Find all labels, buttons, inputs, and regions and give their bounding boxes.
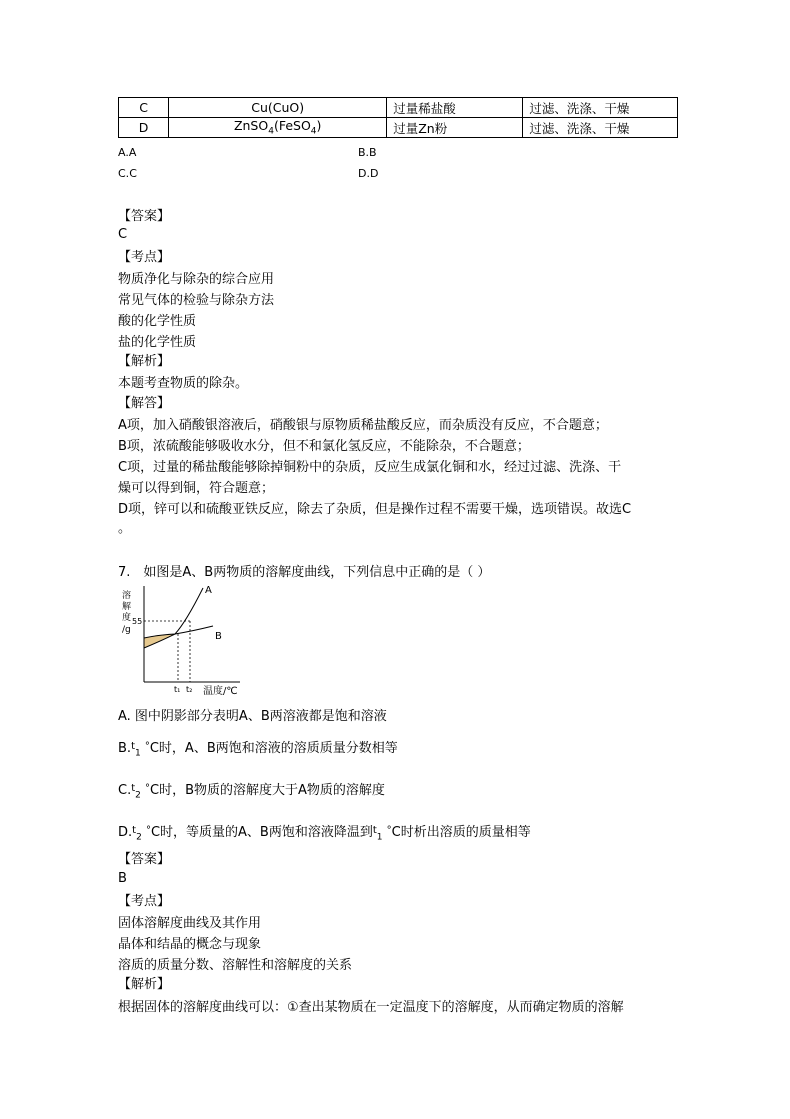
answer-heading: 【答案】: [118, 209, 171, 224]
t1-label: t₁: [174, 685, 181, 694]
solution-line: D项，锌可以和硫酸亚铁反应，除去了杂质，但是操作过程不需要干燥，选项错误。故选C: [118, 502, 632, 517]
t2-label: t₂: [186, 685, 193, 694]
table-row: [119, 98, 678, 118]
options-table: [118, 97, 678, 138]
q7-option-d: D.$^t_2$ °C时，等质量的A、B两饱和溶液降温到$^t_1$ °C时析出溶质的质量相等: [118, 825, 531, 843]
point-item: 晶体和结晶的概念与现象: [118, 937, 262, 952]
point-item: 盐的化学性质: [118, 335, 197, 350]
point-item: 溶质的质量分数、溶解性和溶解度的关系: [118, 958, 353, 973]
point-item: 酸的化学性质: [118, 314, 197, 329]
solution-line: 燥可以得到铜，符合题意；: [118, 481, 275, 496]
solution-line: 。: [118, 521, 132, 536]
points-heading: 【考点】: [118, 250, 171, 265]
analysis-text: 本题考查物质的除杂。: [118, 376, 249, 391]
substance-cell: Cu(CuO): [169, 98, 387, 118]
y-tick-55: 55: [132, 617, 143, 626]
solution-line: B项，浓硫酸能够吸收水分，但不和氯化氢反应，不能除杂，不合题意；: [118, 439, 530, 454]
q7-option-a: A. 图中阴影部分表明A、B两溶液都是饱和溶液: [118, 709, 387, 724]
table-row: [119, 118, 678, 138]
q7-option-b: B.$^t_1$ °C时，A、B两饱和溶液的溶质质量分数相等: [118, 741, 398, 759]
answer-heading: 【答案】: [118, 852, 171, 867]
solution-line: C项，过量的稀盐酸能够除掉铜粉中的杂质，反应生成氯化铜和水，经过过滤、洗涤、干: [118, 460, 622, 475]
answer-value: B: [118, 871, 127, 886]
analysis-heading: 【解析】: [118, 354, 171, 369]
substance-cell: ZnSO$_4$(FeSO$_4$): [169, 118, 387, 138]
analysis-heading: 【解析】: [118, 977, 171, 992]
analysis-text: 根据固体的溶解度曲线可以：①查出某物质在一定温度下的溶解度，从而确定物质的溶解: [118, 1000, 624, 1015]
choice-a: A.A: [118, 146, 137, 159]
y-label: 解: [122, 602, 132, 612]
q7-option-c: C.$^t_2$ °C时，B物质的溶解度大于A物质的溶解度: [118, 783, 385, 801]
point-item: 常见气体的检验与除杂方法: [118, 293, 275, 308]
method-cell: 过滤、洗涤、干燥: [523, 98, 678, 118]
reagent-cell: 过量Zn粉: [387, 118, 523, 138]
solubility-chart: [118, 582, 248, 696]
series-b-label: B: [215, 631, 222, 642]
solution-heading: 【解答】: [118, 396, 171, 411]
reagent-cell: 过量稀盐酸: [387, 98, 523, 118]
series-a-label: A: [205, 585, 212, 596]
row-label: C: [119, 98, 169, 118]
choice-d: D.D: [358, 167, 379, 180]
question-7-stem: 7. 如图是A、B两物质的溶解度曲线，下列信息中正确的是（ ）: [118, 565, 491, 580]
point-item: 固体溶解度曲线及其作用: [118, 916, 262, 931]
choice-c: C.C: [118, 167, 137, 180]
points-heading: 【考点】: [118, 894, 171, 909]
y-label: 度: [122, 613, 132, 623]
y-label: /g: [122, 625, 131, 635]
choice-b: B.B: [358, 146, 377, 159]
y-label: 溶: [122, 591, 132, 601]
point-item: 物质净化与除杂的综合应用: [118, 272, 275, 287]
x-label: 温度/℃: [203, 686, 238, 696]
method-cell: 过滤、洗涤、干燥: [523, 118, 678, 138]
row-label: D: [119, 118, 169, 138]
solution-line: A项，加入硝酸银溶液后，硝酸银与原物质稀盐酸反应，而杂质没有反应，不合题意；: [118, 418, 608, 433]
answer-value: C: [118, 227, 128, 242]
